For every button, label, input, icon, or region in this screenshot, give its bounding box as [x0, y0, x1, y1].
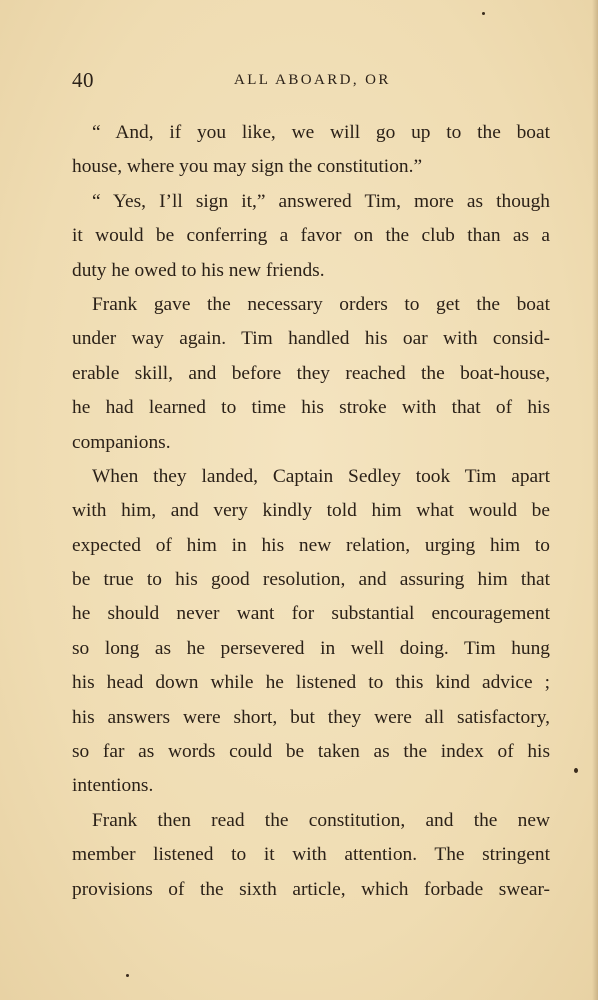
- text-line: Frank then read the constitution, and the new: [92, 809, 550, 831]
- text-line: his head down while he listened to this kind advice ;: [72, 672, 550, 694]
- text-line: it would be conferring a favor on the club than as a: [72, 225, 550, 247]
- page-number: 40: [72, 68, 94, 92]
- text-line: “ Yes, I’ll sign it,” answered Tim, more as though: [92, 190, 550, 212]
- text-line: duty he owed to his new friends.: [72, 259, 325, 281]
- running-head: ALL ABOARD, OR: [234, 72, 391, 88]
- body-text: [72, 116, 550, 907]
- text-line: Frank gave the necessary orders to get the boat: [92, 293, 550, 315]
- text-line: erable skill, and before they reached the boat-house,: [72, 362, 550, 384]
- text-line: he had learned to time his stroke with that of his: [72, 397, 550, 419]
- paper-speck: [574, 768, 578, 773]
- page-header: [72, 68, 552, 98]
- text-line: so far as words could be taken as the index of his: [72, 741, 550, 763]
- page-gutter-shadow: [592, 0, 598, 1000]
- text-line: be true to his good resolution, and assuring him that: [72, 569, 550, 591]
- text-line: his answers were short, but they were all satisfactory,: [72, 706, 550, 728]
- text-line: intentions.: [72, 775, 154, 797]
- text-line: so long as he persevered in well doing. Tim hung: [72, 637, 550, 659]
- text-line: house, where you may sign the constitution.”: [72, 156, 423, 178]
- text-line: under way again. Tim handled his oar with consid-: [72, 328, 550, 350]
- text-line: he should never want for substantial encouragement: [72, 603, 550, 625]
- text-line: expected of him in his new relation, urging him to: [72, 534, 550, 556]
- text-line: member listened to it with attention. The stringent: [72, 844, 550, 866]
- text-line: “ And, if you like, we will go up to the boat: [92, 122, 550, 143]
- text-line: companions.: [72, 431, 171, 453]
- text-line: with him, and very kindly told him what would be: [72, 500, 550, 522]
- paper-speck: [126, 974, 129, 977]
- paper-speck: [482, 12, 485, 15]
- text-line: provisions of the sixth article, which forbade swear-: [72, 878, 550, 900]
- text-line: When they landed, Captain Sedley took Tim apart: [92, 465, 550, 487]
